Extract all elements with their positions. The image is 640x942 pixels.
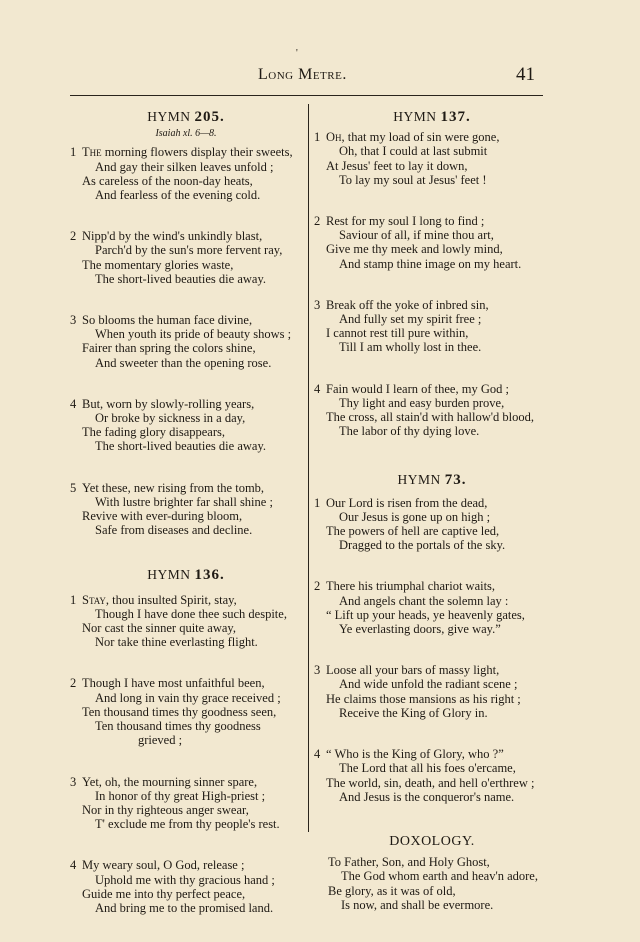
verse-line: Guide me into thy perfect peace,: [82, 886, 246, 901]
verse-line: Though I have done thee such despite,: [95, 606, 287, 621]
verse-line: Rest for my soul I long to find ;: [326, 214, 485, 229]
verse: [68, 145, 304, 202]
verse-line: In honor of thy great High-priest ;: [95, 788, 266, 803]
verse: [68, 676, 304, 747]
verse-line: Nipp'd by the wind's unkindly blast,: [82, 229, 263, 244]
verse-line: To Father, Son, and Holy Ghost,: [328, 855, 490, 870]
verse-line: The cross, all stain'd with hallow'd blood,: [326, 410, 534, 425]
verse-number: 4: [70, 396, 77, 411]
verse-number: 4: [70, 858, 77, 873]
verse-line: Uphold me with thy gracious hand ;: [95, 872, 275, 887]
section-title: Long Metre.: [258, 66, 347, 83]
verse-line: And fully set my spirit free ;: [339, 312, 482, 327]
verse-line: Parch'd by the sun's more fervent ray,: [95, 243, 283, 258]
verse-line: Nor cast the sinner quite away,: [82, 621, 236, 636]
verse-line: So blooms the human face divine,: [82, 313, 253, 328]
verse-line-text: that my load of sin were gone,: [347, 130, 500, 145]
verse-number: 3: [314, 663, 321, 678]
doxology-title: DOXOLOGY.: [389, 833, 475, 849]
verse-number: 3: [314, 297, 321, 312]
verse-line: The world, sin, death, and hell o'erthrew ;: [326, 775, 535, 790]
verse-number: 2: [314, 579, 321, 594]
verse: [312, 747, 552, 804]
verse-line: But, worn by slowly-rolling years,: [82, 396, 255, 411]
verse-line: “ Who is the King of Glory, who ?”: [326, 747, 504, 762]
verse-line: And sweeter than the opening rose.: [95, 355, 272, 370]
verse-line: Break off the yoke of inbred sin,: [326, 297, 489, 312]
right-column: [312, 110, 552, 925]
verse-line: And angels chant the solemn lay :: [339, 593, 509, 608]
hymn-205-title: [68, 110, 304, 124]
column-divider: [308, 104, 309, 832]
left-column: [68, 110, 304, 928]
verse-line: Is now, and shall be evermore.: [341, 897, 494, 912]
verse: [68, 858, 304, 915]
verse-line: The momentary glories waste,: [82, 257, 234, 272]
hymn-label: HYMN: [393, 109, 437, 124]
doxology-verse: [312, 855, 552, 912]
verse: [68, 481, 304, 538]
verse-number: 2: [70, 676, 77, 691]
verse-line: Revive with ever-during bloom,: [82, 509, 243, 524]
verse-line: Receive the King of Glory in.: [339, 705, 488, 720]
page-number: 41: [516, 64, 535, 85]
verse-line: Oh, that I could at last submit: [339, 144, 488, 159]
verse-line: Oh, that my load of sin were gone,: [326, 130, 500, 145]
verse-line: And stamp thine image on my heart.: [339, 256, 522, 271]
verse-number: 4: [314, 381, 321, 396]
verse-line: Ye everlasting doors, give way.”: [339, 622, 501, 637]
verse-number: 1: [314, 495, 321, 510]
verse-line: I cannot rest till pure within,: [326, 326, 469, 341]
hymn-label: HYMN: [147, 109, 191, 124]
verse-line: And wide unfold the radiant scene ;: [339, 677, 518, 692]
verse-line: The morning flowers display their sweets,: [82, 145, 293, 160]
verse-line: Loose all your bars of massy light,: [326, 663, 500, 678]
verse-line: Fairer than spring the colors shine,: [82, 341, 256, 356]
verse-line: Yet these, new rising from the tomb,: [82, 480, 265, 495]
hymn-number: 205.: [194, 109, 225, 125]
verse-number: 2: [314, 214, 321, 229]
verse-line: Our Lord is risen from the dead,: [326, 495, 488, 510]
verse-line: Thy light and easy burden prove,: [339, 395, 505, 410]
verse-line: The God whom earth and heav'n adore,: [341, 869, 538, 884]
hymn-137-title: [312, 110, 552, 124]
verse-line: There his triumphal chariot waits,: [326, 579, 496, 594]
verse: [68, 593, 304, 650]
header-rule: [70, 95, 543, 96]
verse-line: Nor take thine everlasting flight.: [95, 635, 258, 650]
hymn-number: 73.: [444, 472, 467, 489]
verse-line: The powers of hell are captive led,: [326, 524, 500, 539]
verse-line: Be glory, as it was of old,: [328, 883, 456, 898]
verse-number: 4: [314, 747, 321, 762]
ink-speck: ': [296, 48, 298, 59]
verse: [312, 130, 552, 187]
verse-number: 1: [70, 592, 77, 607]
hymn-label: HYMN: [397, 472, 441, 488]
verse-line: Fain would I learn of thee, my God ;: [326, 381, 509, 396]
verse-line: grieved ;: [138, 733, 183, 748]
verse-number: 5: [70, 480, 77, 495]
verse: [68, 775, 304, 832]
verse: [68, 397, 304, 454]
verse-line: The fading glory disappears,: [82, 425, 226, 440]
verse-line: As careless of the noon-day heats,: [82, 173, 253, 188]
verse-line: The Lord that all his foes o'ercame,: [339, 761, 516, 776]
verse: [68, 229, 304, 286]
hymn-136-title: [68, 568, 304, 582]
verse-number: 1: [314, 130, 321, 145]
verse-line: Ten thousand times thy goodness seen,: [82, 704, 277, 719]
verse-line: And long in vain thy grace received ;: [95, 690, 281, 705]
verse-line: To lay my soul at Jesus' feet !: [339, 172, 487, 187]
verse-line: The labor of thy dying love.: [339, 424, 480, 439]
verse: [68, 313, 304, 370]
verse-line: Give me thy meek and lowly mind,: [326, 242, 503, 257]
verse-number: 3: [70, 774, 77, 789]
verse: [312, 214, 552, 271]
verse-line: Nor in thy righteous anger swear,: [82, 802, 249, 817]
verse-line: When youth its pride of beauty shows ;: [95, 327, 292, 342]
hymn-number: 137.: [440, 109, 471, 125]
hymn-73-title: [312, 473, 552, 487]
running-head: [0, 64, 640, 90]
verse-line: Stay, thou insulted Spirit, stay,: [82, 592, 237, 607]
verse-line-text: thou insulted Spirit, stay,: [112, 592, 237, 607]
verse: [312, 579, 552, 636]
hymn-number: 136.: [194, 567, 225, 584]
scripture-reference: Isaiah xl. 6—8.: [155, 128, 217, 140]
verse-line: Or broke by sickness in a day,: [95, 411, 246, 426]
verse: [312, 663, 552, 720]
verse-number: 1: [70, 145, 77, 160]
verse-line-text: morning flowers display their sweets,: [104, 145, 293, 160]
verse-line: The short-lived beauties die away.: [95, 439, 267, 454]
verse-number: 3: [70, 313, 77, 328]
verse: [312, 496, 552, 553]
verse-line: Till I am wholly lost in thee.: [339, 340, 482, 355]
verse-line: My weary soul, O God, release ;: [82, 858, 245, 873]
verse-line: Yet, oh, the mourning sinner spare,: [82, 774, 258, 789]
verse-line: T' exclude me from thy people's rest.: [95, 817, 280, 832]
verse-line: Safe from diseases and decline.: [95, 523, 253, 538]
verse-line: Though I have most unfaithful been,: [82, 676, 265, 691]
hymn-label: HYMN: [147, 567, 191, 583]
verse-line: And fearless of the evening cold.: [95, 188, 261, 203]
verse-line: With lustre brighter far shall shine ;: [95, 494, 273, 509]
verse-number: 2: [70, 229, 77, 244]
verse: [312, 382, 552, 439]
verse-line: “ Lift up your heads, ye heavenly gates,: [326, 607, 525, 622]
verse-line: And gay their silken leaves unfold ;: [95, 159, 274, 174]
verse-line: Dragged to the portals of the sky.: [339, 538, 506, 553]
verse-line: Our Jesus is gone up on high ;: [339, 509, 491, 524]
verse-line: And Jesus is the conqueror's name.: [339, 789, 515, 804]
verse-line: And bring me to the promised land.: [95, 900, 274, 915]
verse-line: The short-lived beauties die away.: [95, 271, 267, 286]
verse-line: Saviour of all, if mine thou art,: [339, 228, 494, 243]
verse-line: At Jesus' feet to lay it down,: [326, 158, 468, 173]
verse-line: Ten thousand times thy goodness: [95, 719, 261, 734]
verse: [312, 298, 552, 355]
verse-line: He claims those mansions as his right ;: [326, 691, 521, 706]
